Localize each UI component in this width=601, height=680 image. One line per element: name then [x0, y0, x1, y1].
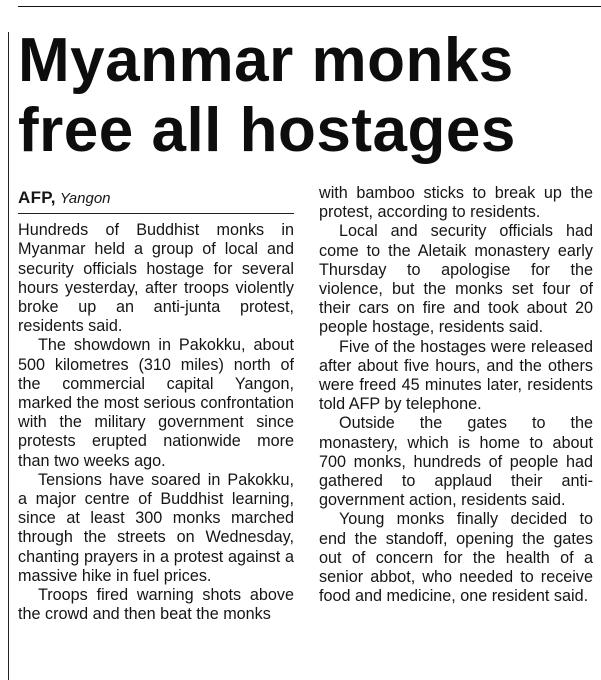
byline [18, 188, 294, 214]
byline-agency: AFP, [18, 188, 56, 207]
paragraph: Troops fired warning shots above the crowd and then beat the monks [18, 586, 294, 624]
paragraph: Tensions have soared in Pakokku, a major centre of Buddhist learning, since at least 300 monks marched through the streets on Wednesday, chanting prayers in a protest against a massive hike in fuel prices. [18, 470, 294, 585]
paragraph: Young monks finally decided to end the standoff, opening the gates out of concern for the health of a senior abbot, who needed to receive food and medicine, one resident said. [319, 510, 593, 606]
column-rule [8, 32, 9, 680]
headline [18, 26, 598, 166]
paragraph: Outside the gates to the monastery, which is home to about 700 monks, hundreds of people had gathered to applaud their anti-government action, residents said. [319, 414, 593, 510]
paragraph: Five of the hostages were released after about five hours, and the others were freed 45 minutes later, residents told AFP by telephone. [319, 337, 593, 414]
byline-city: Yangon [59, 190, 111, 207]
left-column [18, 188, 294, 624]
headline-line-2: free all hostages [18, 96, 516, 165]
paragraph: The showdown in Pakokku, about 500 kilometres (310 miles) north of the commercial capital Yangon, marked the most serious confrontation with the military government since protests erupted nationwide more than two weeks ago. [18, 336, 294, 470]
headline-line-1: Myanmar monks [18, 26, 514, 95]
paragraph: Hundreds of Buddhist monks in Myanmar held a group of local and security officials hostage for several hours yesterday, after troops violently broke up an anti-junta protest, residents said. [18, 221, 294, 336]
right-column [319, 184, 593, 606]
paragraph: Local and security officials had come to the Aletaik monastery early Thursday to apologise for the violence, but the monks set four of their cars on fire and took about 20 people hostage, residents said. [319, 222, 593, 337]
top-rule [18, 6, 601, 7]
paragraph: with bamboo sticks to break up the protest, according to residents. [319, 184, 593, 222]
